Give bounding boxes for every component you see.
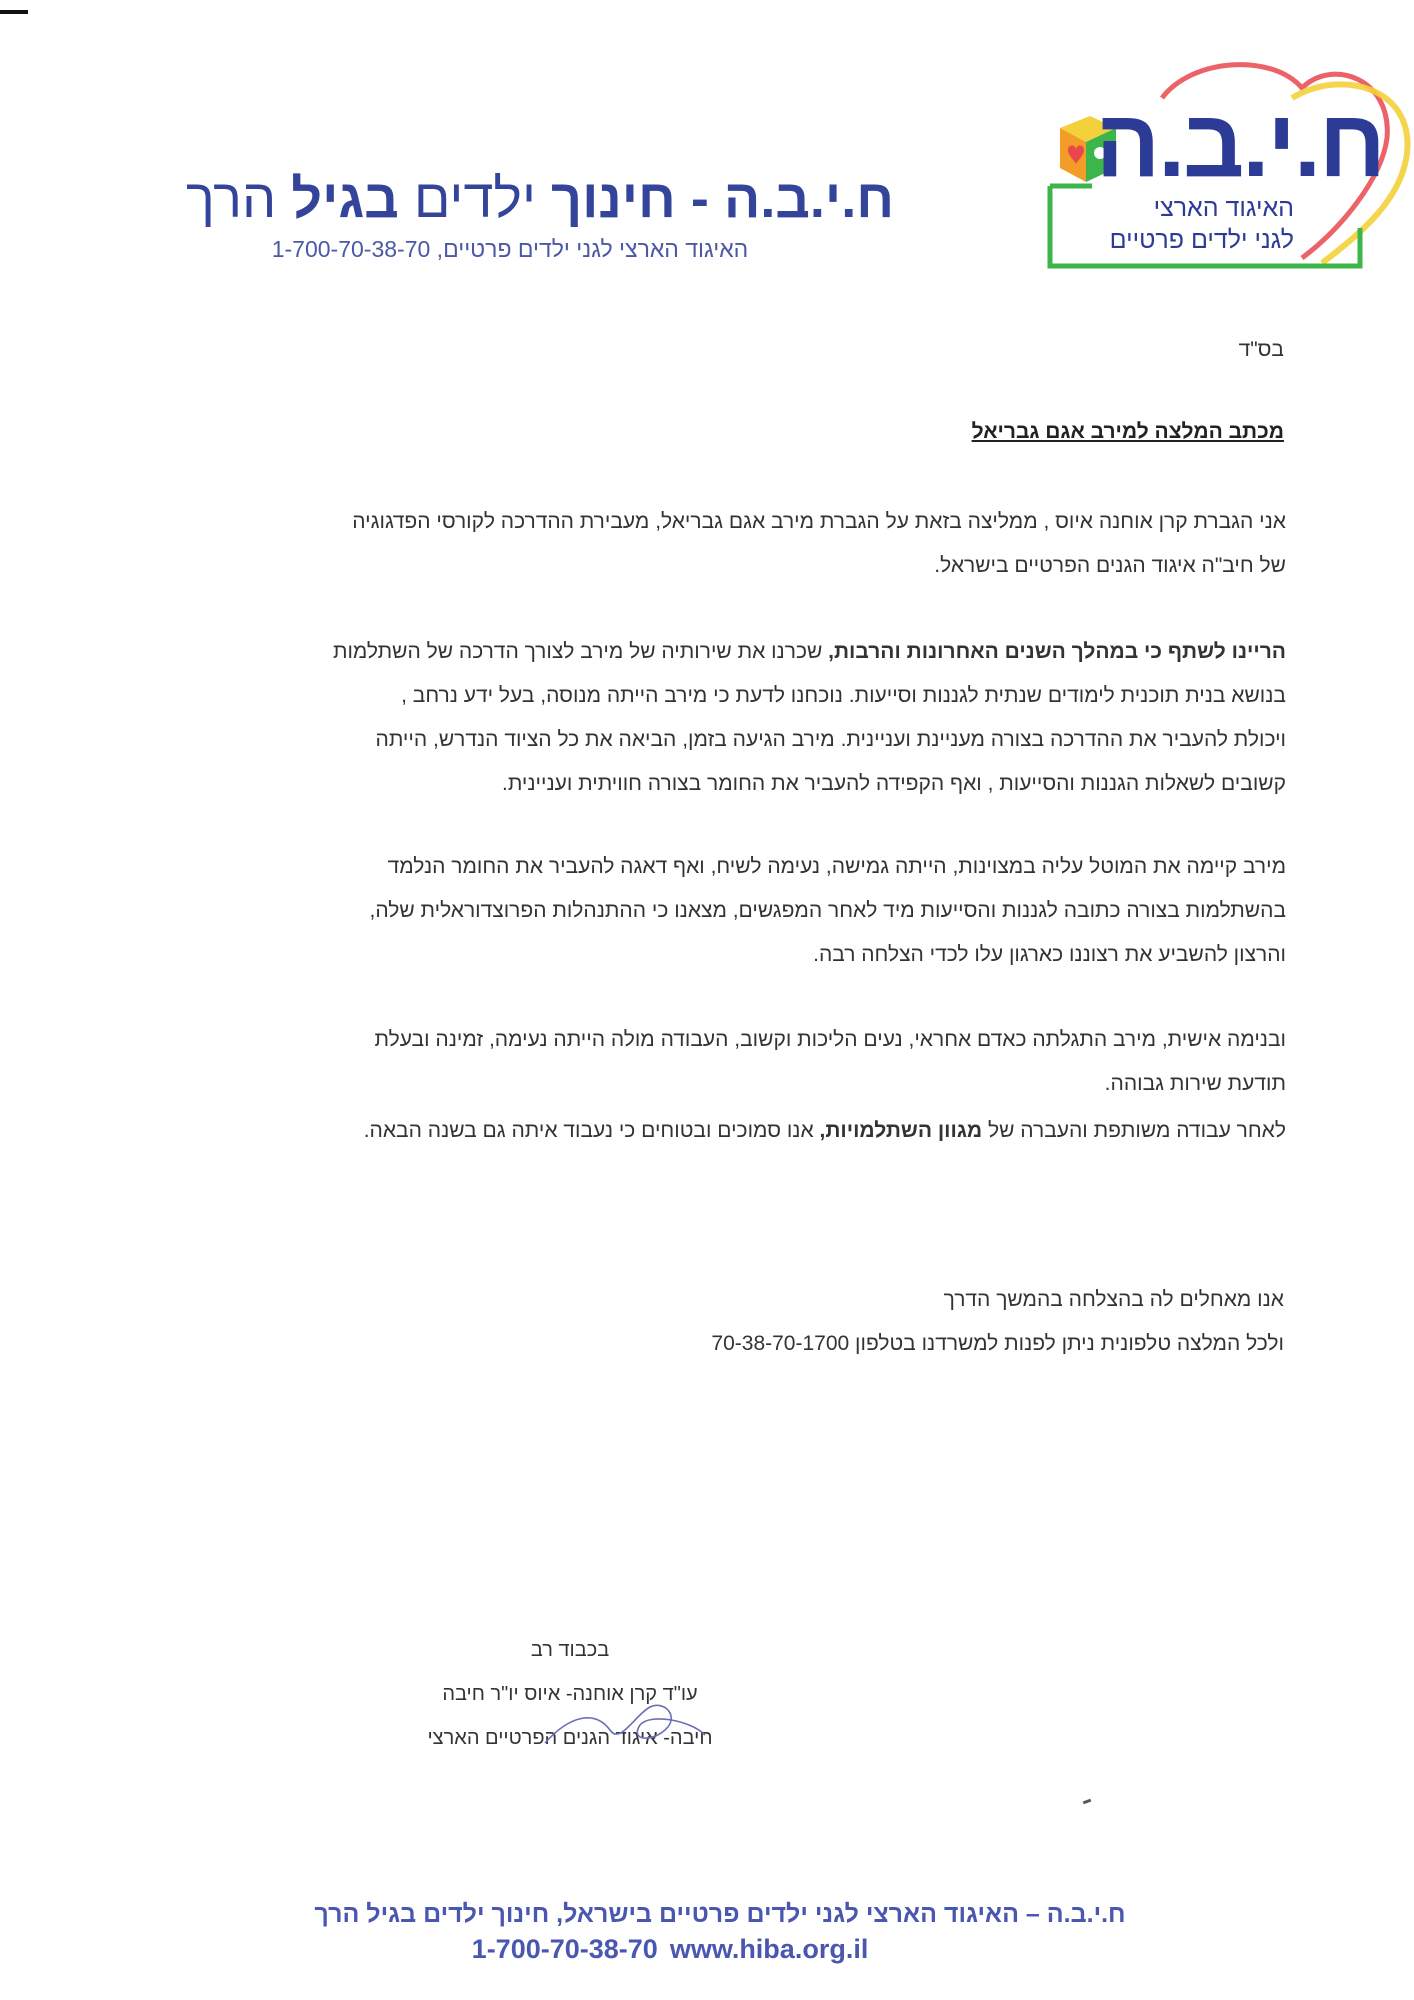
- paragraph-intro: [352, 500, 1286, 588]
- title-word-education: חינוך: [551, 169, 676, 229]
- paragraph-line: קשובים לשאלות הגננות והסייעות , ואף הקפידה להעביר את החומר בצורה חוויתית ועניינית.: [502, 772, 1286, 795]
- footer-phone: 1-700-70-38-70: [471, 1934, 658, 1964]
- signature-greeting: בכבוד רב: [530, 1639, 610, 1661]
- letterhead-subtitle: האיגוד הארצי לגני ילדים פרטיים, 1-700-70-38-70: [271, 236, 749, 262]
- paragraph-conclusion: [364, 1109, 1286, 1153]
- paragraph-line: ובנימה אישית, מירב התגלתה כאדם אחראי, נעים הליכות וקשוב, העבודה מולה הייתה נעימה, זמינה ובעלת: [374, 1028, 1286, 1051]
- closing-lines: [711, 1278, 1284, 1366]
- logo-tagline-2: לגני ילדים פרטיים: [1109, 226, 1294, 254]
- title-word-age: בגיל: [291, 169, 399, 229]
- logo-tagline-1: האיגוד הארצי: [1153, 194, 1294, 222]
- handwritten-signature: [540, 1695, 710, 1755]
- paragraph-line: אני הגברת קרן אוחנה איוס , ממליצה בזאת על הגברת מירב אגם גבריאל, מעבירת ההדרכה לקורסי הפדגוגיה: [352, 510, 1286, 533]
- phrase: לאחר עבודה משותפת והעברה של: [982, 1119, 1286, 1142]
- paragraph-line: והרצון להשביע את רצוננו כארגון עלו לכדי הצלחה רבה.: [813, 943, 1286, 966]
- footer-org-line: ח.י.ב.ה – האיגוד הארצי לגני ילדים פרטיים בישראל, חינוך ילדים בגיל הרך: [314, 1900, 1126, 1928]
- paragraph-line: בנושא בנית תוכנית לימודים שנתית לגננות וסייעות. נוכחנו לדעת כי מירב הייתה מנוסה, בעל ידע נרחב ,: [401, 684, 1286, 707]
- paragraph-line: ויכולת להעביר את ההדרכה בצורה מעניינת ועניינית. מירב הגיעה בזמן, הביאה את כל הציוד הנדרש, הייתה: [375, 728, 1286, 751]
- closing-line: אנו מאחלים לה בהצלחה בהמשך הדרך: [943, 1288, 1284, 1311]
- title-word-children: ילדים: [413, 169, 537, 229]
- footer-contact-line: [370, 1934, 970, 1965]
- corner-mark: [0, 10, 28, 14]
- paragraph-line: בהשתלמות בצורה כתובה לגננות והסייעות מיד לאחר המפגשים, מצאנו כי ההתנהלות הפרוצדוראלית שלה,: [369, 899, 1286, 922]
- title-word-early: הרך: [185, 169, 277, 229]
- phrase: אנו סמוכים ובטוחים כי נעבוד איתה גם בשנה הבאה.: [363, 1119, 820, 1142]
- paragraph-line: [333, 630, 1286, 674]
- letterhead-title: [140, 168, 940, 230]
- paragraph-line: תודעת שירות גבוהה.: [1104, 1072, 1286, 1095]
- scan-speck: [1083, 1799, 1092, 1805]
- paragraph-line: [364, 1109, 1286, 1153]
- footer-website[interactable]: www.hiba.org.il: [669, 1934, 869, 1964]
- hiba-logo: [1042, 58, 1414, 278]
- paragraph-performance: [370, 845, 1286, 977]
- paragraph-line: מירב קיימה את המוטל עליה במצוינות, הייתה גמישה, נעימה לשיח, ואף דאגה להעביר את החומר הנלמד: [387, 855, 1286, 878]
- bold-phrase: הריינו לשתף כי במהלך השנים האחרונות והרבות,: [828, 640, 1286, 663]
- title-dash: -: [690, 169, 709, 229]
- bold-phrase: מגוון השתלמויות,: [819, 1119, 983, 1142]
- paragraph-personal: [375, 1018, 1286, 1106]
- signature-name: עו"ד קרן אוחנה- איוס יו"ר חיבה: [442, 1683, 698, 1705]
- paragraph-line: של חיב"ה איגוד הגנים הפרטיים בישראל.: [934, 554, 1286, 577]
- logo-wordmark: ח.י.ב.ה: [1095, 90, 1384, 197]
- phrase: שכרנו את שירותיה של מירב לצורך הדרכה של השתלמות: [332, 640, 829, 663]
- closing-line: ולכל המלצה טלפונית ניתן לפנות למשרדנו בטלפון 70-38-70-1700: [711, 1332, 1284, 1355]
- paragraph-experience: [333, 630, 1286, 806]
- signature-org: חיבה- איגוד הגנים הפרטיים הארצי: [427, 1727, 713, 1749]
- title-org-name: ח.י.ב.ה: [723, 169, 895, 229]
- bs-d-header: בס"ד: [1238, 338, 1284, 361]
- letter-subject: מכתב המלצה למירב אגם גבריאל: [971, 420, 1284, 443]
